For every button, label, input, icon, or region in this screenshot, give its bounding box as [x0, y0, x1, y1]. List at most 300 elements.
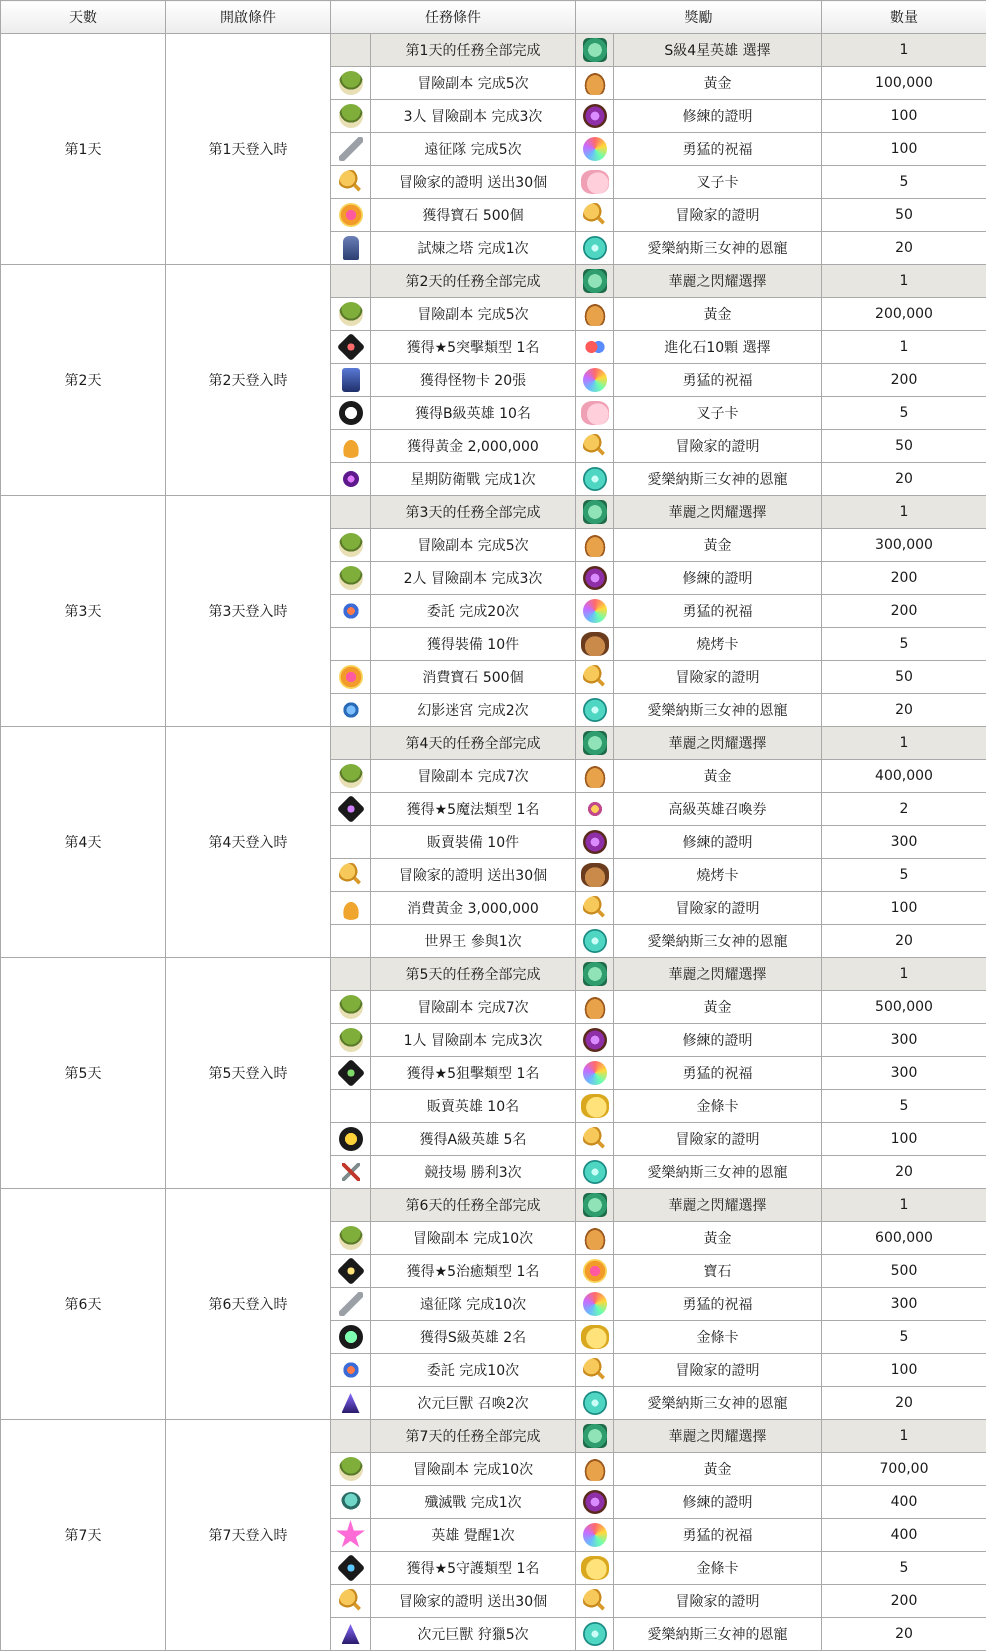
reward-icon-cell — [576, 628, 614, 661]
quantity-text: 5 — [822, 166, 986, 199]
summary-row — [1, 496, 986, 529]
reward-text: 勇猛的祝福 — [614, 1519, 822, 1552]
reward-text: 冒險家的證明 — [614, 430, 822, 463]
task-text: 冒險家的證明 送出30個 — [371, 1585, 576, 1618]
task-icon-cell — [331, 1057, 371, 1090]
reward-icon-cell — [576, 760, 614, 793]
task-icon-cell — [331, 1519, 371, 1552]
task-icon-cell — [331, 1420, 371, 1453]
reward-text: 冒險家的證明 — [614, 1354, 822, 1387]
empty-icon — [339, 500, 363, 524]
weekly-defense-icon — [343, 471, 359, 487]
task-text: 冒險家的證明 送出30個 — [371, 859, 576, 892]
quantity-text: 5 — [822, 1321, 986, 1354]
quantity-text: 100 — [822, 892, 986, 925]
quantity-text: 300 — [822, 1288, 986, 1321]
reward-text: 修練的證明 — [614, 826, 822, 859]
task-text: 3人 冒險副本 完成3次 — [371, 100, 576, 133]
task-icon-cell — [331, 1090, 371, 1123]
commission-icon — [342, 1361, 360, 1379]
goddess-icon — [583, 467, 607, 491]
reward-text: 愛樂納斯三女神的恩寵 — [614, 1618, 822, 1651]
reward-text: 叉子卡 — [614, 397, 822, 430]
task-text: 競技場 勝利3次 — [371, 1156, 576, 1189]
mushroom-icon — [339, 104, 363, 128]
task-text: 委託 完成20次 — [371, 595, 576, 628]
quantity-text: 400 — [822, 1486, 986, 1519]
reward-text: 修練的證明 — [614, 1024, 822, 1057]
quantity-text: 200,000 — [822, 298, 986, 331]
quantity-text: 1 — [822, 496, 986, 529]
task-icon-cell — [331, 1387, 371, 1420]
proof-icon — [583, 830, 607, 854]
reward-icon-cell — [576, 562, 614, 595]
gold-icon — [583, 533, 607, 557]
reward-icon-cell — [576, 331, 614, 364]
hero-s-icon — [583, 500, 607, 524]
reward-icon-cell — [576, 496, 614, 529]
day-cell: 第6天 — [1, 1189, 166, 1420]
reward-text: 華麗之閃耀選擇 — [614, 496, 822, 529]
sniper-type-icon — [336, 1059, 364, 1087]
task-text: 英雄 覺醒1次 — [371, 1519, 576, 1552]
magic-type-icon — [336, 795, 364, 823]
gem-icon — [339, 665, 363, 689]
task-text: 獲得寶石 500個 — [371, 199, 576, 232]
task-text: 獲得裝備 10件 — [371, 628, 576, 661]
day-cell: 第7天 — [1, 1420, 166, 1651]
reward-icon-cell — [576, 397, 614, 430]
task-icon-cell — [331, 34, 371, 67]
hero-s-icon — [583, 1424, 607, 1448]
mushroom-icon — [339, 1457, 363, 1481]
reward-text: 勇猛的祝福 — [614, 595, 822, 628]
task-icon-cell — [331, 958, 371, 991]
proof-icon — [583, 1490, 607, 1514]
reward-icon-cell — [576, 1189, 614, 1222]
task-text: 冒險家的證明 送出30個 — [371, 166, 576, 199]
task-icon-cell — [331, 463, 371, 496]
task-text: 第7天的任務全部完成 — [371, 1420, 576, 1453]
blessing-icon — [583, 1523, 607, 1547]
rift-beast-icon — [342, 1624, 360, 1644]
task-text: 第3天的任務全部完成 — [371, 496, 576, 529]
summary-row — [1, 727, 986, 760]
task-text: 獲得B級英雄 10名 — [371, 397, 576, 430]
task-icon-cell — [331, 595, 371, 628]
reward-text: 高級英雄召喚券 — [614, 793, 822, 826]
task-text: 冒險副本 完成10次 — [371, 1453, 576, 1486]
reward-icon-cell — [576, 1255, 614, 1288]
day-cell: 第5天 — [1, 958, 166, 1189]
reward-icon-cell — [576, 364, 614, 397]
condition-cell: 第4天登入時 — [166, 727, 331, 958]
reward-text: 黃金 — [614, 67, 822, 100]
empty-icon — [339, 929, 363, 953]
b-badge-icon — [339, 401, 363, 425]
condition-cell: 第7天登入時 — [166, 1420, 331, 1651]
fork-card-icon — [581, 170, 609, 194]
task-icon-cell — [331, 232, 371, 265]
goddess-icon — [583, 1391, 607, 1415]
reward-text: 金條卡 — [614, 1552, 822, 1585]
task-text: 冒險副本 完成5次 — [371, 67, 576, 100]
summary-row — [1, 265, 986, 298]
expedition-icon — [339, 137, 363, 161]
reward-icon-cell — [576, 1486, 614, 1519]
reward-icon-cell — [576, 1090, 614, 1123]
blessing-icon — [583, 1061, 607, 1085]
reward-text: 勇猛的祝福 — [614, 1288, 822, 1321]
task-text: 獲得怪物卡 20張 — [371, 364, 576, 397]
empty-icon — [339, 632, 363, 656]
task-text: 殲滅戰 完成1次 — [371, 1486, 576, 1519]
gem-icon — [339, 203, 363, 227]
tower-icon — [343, 236, 359, 260]
task-text: 遠征隊 完成10次 — [371, 1288, 576, 1321]
task-icon-cell — [331, 661, 371, 694]
task-icon-cell — [331, 529, 371, 562]
task-icon-cell — [331, 1156, 371, 1189]
gold-icon — [583, 995, 607, 1019]
task-text: 試煉之塔 完成1次 — [371, 232, 576, 265]
reward-text: 黃金 — [614, 1453, 822, 1486]
task-icon-cell — [331, 991, 371, 1024]
condition-cell: 第3天登入時 — [166, 496, 331, 727]
reward-icon-cell — [576, 232, 614, 265]
reward-text: 冒險家的證明 — [614, 892, 822, 925]
quantity-text: 20 — [822, 1387, 986, 1420]
quantity-text: 100 — [822, 100, 986, 133]
quantity-text: 300,000 — [822, 529, 986, 562]
quantity-text: 50 — [822, 430, 986, 463]
reward-icon-cell — [576, 859, 614, 892]
reward-text: 華麗之閃耀選擇 — [614, 727, 822, 760]
task-icon-cell — [331, 496, 371, 529]
day-cell: 第1天 — [1, 34, 166, 265]
quantity-text: 20 — [822, 463, 986, 496]
arena-icon — [342, 1163, 360, 1181]
quantity-text: 700,00 — [822, 1453, 986, 1486]
reward-icon-cell — [576, 1156, 614, 1189]
task-icon-cell — [331, 694, 371, 727]
task-icon-cell — [331, 1453, 371, 1486]
task-text: 獲得★5突擊類型 1名 — [371, 331, 576, 364]
task-icon-cell — [331, 1552, 371, 1585]
reward-icon-cell — [576, 958, 614, 991]
bbq-card-icon — [581, 632, 609, 656]
header-row — [1, 1, 986, 34]
task-icon-cell — [331, 265, 371, 298]
reward-text: 黃金 — [614, 298, 822, 331]
reward-icon-cell — [576, 430, 614, 463]
quantity-text: 5 — [822, 628, 986, 661]
task-text: 獲得S級英雄 2名 — [371, 1321, 576, 1354]
reward-text: 愛樂納斯三女神的恩寵 — [614, 463, 822, 496]
task-text: 幻影迷宮 完成2次 — [371, 694, 576, 727]
quantity-text: 20 — [822, 232, 986, 265]
reward-text: 愛樂納斯三女神的恩寵 — [614, 925, 822, 958]
reward-icon-cell — [576, 1618, 614, 1651]
reward-text: 金條卡 — [614, 1090, 822, 1123]
hero-s-icon — [583, 962, 607, 986]
rift-beast-icon — [342, 1393, 360, 1413]
goddess-icon — [583, 1160, 607, 1184]
empty-icon — [339, 1193, 363, 1217]
task-text: 販賣英雄 10名 — [371, 1090, 576, 1123]
evo-stone-icon — [583, 335, 607, 359]
quantity-text: 20 — [822, 925, 986, 958]
task-text: 遠征隊 完成5次 — [371, 133, 576, 166]
proof-icon — [583, 104, 607, 128]
burst-type-icon — [336, 333, 364, 361]
task-text: 獲得A級英雄 5名 — [371, 1123, 576, 1156]
quantity-text: 500,000 — [822, 991, 986, 1024]
blessing-icon — [583, 599, 607, 623]
reward-icon-cell — [576, 991, 614, 1024]
quantity-text: 20 — [822, 694, 986, 727]
task-text: 2人 冒險副本 完成3次 — [371, 562, 576, 595]
quantity-text: 100,000 — [822, 67, 986, 100]
quantity-text: 1 — [822, 1189, 986, 1222]
empty-icon — [339, 1424, 363, 1448]
reward-text: 黃金 — [614, 529, 822, 562]
mushroom-icon — [339, 566, 363, 590]
reward-icon-cell — [576, 661, 614, 694]
task-text: 冒險副本 完成10次 — [371, 1222, 576, 1255]
task-text: 冒險副本 完成5次 — [371, 298, 576, 331]
mushroom-icon — [339, 533, 363, 557]
reward-icon-cell — [576, 793, 614, 826]
task-text: 次元巨獸 狩獵5次 — [371, 1618, 576, 1651]
reward-icon-cell — [576, 595, 614, 628]
quantity-text: 300 — [822, 1057, 986, 1090]
task-text: 第6天的任務全部完成 — [371, 1189, 576, 1222]
task-text: 獲得★5守護類型 1名 — [371, 1552, 576, 1585]
reward-icon-cell — [576, 463, 614, 496]
day-cell: 第4天 — [1, 727, 166, 958]
reward-icon-cell — [576, 529, 614, 562]
empty-icon — [339, 269, 363, 293]
quantity-text: 2 — [822, 793, 986, 826]
reward-icon-cell — [576, 1024, 614, 1057]
task-text: 冒險副本 完成7次 — [371, 991, 576, 1024]
quantity-text: 1 — [822, 265, 986, 298]
reward-text: 華麗之閃耀選擇 — [614, 958, 822, 991]
task-text: 第5天的任務全部完成 — [371, 958, 576, 991]
task-icon-cell — [331, 1189, 371, 1222]
task-icon-cell — [331, 199, 371, 232]
gold-icon — [583, 1226, 607, 1250]
condition-cell: 第1天登入時 — [166, 34, 331, 265]
reward-text: 金條卡 — [614, 1321, 822, 1354]
task-icon-cell — [331, 826, 371, 859]
reward-text: 寶石 — [614, 1255, 822, 1288]
task-icon-cell — [331, 727, 371, 760]
reward-icon-cell — [576, 1585, 614, 1618]
empty-icon — [339, 1094, 363, 1118]
task-icon-cell — [331, 1288, 371, 1321]
task-icon-cell — [331, 793, 371, 826]
quantity-text: 5 — [822, 859, 986, 892]
maze-icon — [342, 701, 360, 719]
task-icon-cell — [331, 1486, 371, 1519]
reward-text: 冒險家的證明 — [614, 199, 822, 232]
proof-icon — [583, 1028, 607, 1052]
reward-text: 黃金 — [614, 991, 822, 1024]
gold-card-icon — [581, 1325, 609, 1349]
expedition-icon — [339, 1292, 363, 1316]
reward-text: 叉子卡 — [614, 166, 822, 199]
task-icon-cell — [331, 1024, 371, 1057]
task-icon-cell — [331, 760, 371, 793]
reward-text: 燒烤卡 — [614, 859, 822, 892]
task-text: 1人 冒險副本 完成3次 — [371, 1024, 576, 1057]
mushroom-icon — [339, 1226, 363, 1250]
task-text: 第4天的任務全部完成 — [371, 727, 576, 760]
task-icon-cell — [331, 628, 371, 661]
task-text: 消費黃金 3,000,000 — [371, 892, 576, 925]
quantity-text: 400 — [822, 1519, 986, 1552]
reward-icon-cell — [576, 826, 614, 859]
reward-icon-cell — [576, 1222, 614, 1255]
quantity-text: 1 — [822, 727, 986, 760]
task-icon-cell — [331, 1585, 371, 1618]
key-icon — [583, 203, 607, 227]
mushroom-icon — [339, 71, 363, 95]
bbq-card-icon — [581, 863, 609, 887]
reward-icon-cell — [576, 1288, 614, 1321]
reward-text: 華麗之閃耀選擇 — [614, 1189, 822, 1222]
key-icon — [339, 170, 363, 194]
header-day: 天數 — [1, 1, 166, 34]
quantity-text: 50 — [822, 199, 986, 232]
quantity-text: 300 — [822, 826, 986, 859]
task-text: 獲得★5治癒類型 1名 — [371, 1255, 576, 1288]
reward-text: 黃金 — [614, 1222, 822, 1255]
quantity-text: 200 — [822, 364, 986, 397]
reward-text: 修練的證明 — [614, 100, 822, 133]
task-icon-cell — [331, 1618, 371, 1651]
reward-text: 愛樂納斯三女神的恩寵 — [614, 694, 822, 727]
task-icon-cell — [331, 331, 371, 364]
mushroom-icon — [339, 995, 363, 1019]
key-icon — [583, 434, 607, 458]
goddess-icon — [583, 698, 607, 722]
header-task: 任務條件 — [331, 1, 576, 34]
key-icon — [339, 863, 363, 887]
reward-text: 華麗之閃耀選擇 — [614, 265, 822, 298]
reward-text: 華麗之閃耀選擇 — [614, 1420, 822, 1453]
quantity-text: 100 — [822, 133, 986, 166]
key-icon — [583, 896, 607, 920]
summary-row — [1, 1420, 986, 1453]
task-text: 販賣裝備 10件 — [371, 826, 576, 859]
goddess-icon — [583, 236, 607, 260]
task-icon-cell — [331, 364, 371, 397]
reward-text: 冒險家的證明 — [614, 1585, 822, 1618]
condition-cell: 第6天登入時 — [166, 1189, 331, 1420]
task-icon-cell — [331, 430, 371, 463]
gold-pile-icon — [339, 434, 363, 458]
header-reward: 獎勵 — [576, 1, 822, 34]
empty-icon — [339, 830, 363, 854]
heal-type-icon — [336, 1257, 364, 1285]
mushroom-icon — [339, 302, 363, 326]
task-icon-cell — [331, 298, 371, 331]
quantity-text: 5 — [822, 1552, 986, 1585]
reward-text: 勇猛的祝福 — [614, 1057, 822, 1090]
reward-icon-cell — [576, 166, 614, 199]
task-icon-cell — [331, 100, 371, 133]
mushroom-icon — [339, 1028, 363, 1052]
quantity-text: 5 — [822, 1090, 986, 1123]
key-icon — [583, 665, 607, 689]
reward-icon-cell — [576, 727, 614, 760]
quantity-text: 20 — [822, 1618, 986, 1651]
annihilate-icon — [341, 1492, 361, 1512]
quantity-text: 100 — [822, 1123, 986, 1156]
task-text: 世界王 參與1次 — [371, 925, 576, 958]
task-text: 獲得黃金 2,000,000 — [371, 430, 576, 463]
reward-icon-cell — [576, 1420, 614, 1453]
day-cell: 第2天 — [1, 265, 166, 496]
empty-icon — [339, 962, 363, 986]
reward-icon-cell — [576, 1354, 614, 1387]
gold-icon — [583, 71, 607, 95]
gold-card-icon — [581, 1556, 609, 1580]
empty-icon — [339, 38, 363, 62]
reward-icon-cell — [576, 1552, 614, 1585]
quantity-text: 200 — [822, 562, 986, 595]
summary-row — [1, 958, 986, 991]
reward-icon-cell — [576, 1123, 614, 1156]
condition-cell: 第2天登入時 — [166, 265, 331, 496]
task-text: 星期防衛戰 完成1次 — [371, 463, 576, 496]
reward-icon-cell — [576, 1453, 614, 1486]
reward-icon-cell — [576, 1387, 614, 1420]
reward-text: S級4星英雄 選擇 — [614, 34, 822, 67]
condition-cell: 第5天登入時 — [166, 958, 331, 1189]
task-text: 委託 完成10次 — [371, 1354, 576, 1387]
task-icon-cell — [331, 1321, 371, 1354]
reward-icon-cell — [576, 925, 614, 958]
quantity-text: 300 — [822, 1024, 986, 1057]
task-text: 第2天的任務全部完成 — [371, 265, 576, 298]
summary-row — [1, 1189, 986, 1222]
task-icon-cell — [331, 133, 371, 166]
reward-icon-cell — [576, 1519, 614, 1552]
gold-icon — [583, 1457, 607, 1481]
task-icon-cell — [331, 67, 371, 100]
monster-card-icon — [342, 368, 360, 392]
commission-icon — [342, 602, 360, 620]
hero-s-icon — [583, 38, 607, 62]
goddess-icon — [583, 1622, 607, 1646]
reward-text: 冒險家的證明 — [614, 661, 822, 694]
reward-icon-cell — [576, 892, 614, 925]
reward-icon-cell — [576, 34, 614, 67]
key-icon — [583, 1127, 607, 1151]
header-quantity: 數量 — [822, 1, 986, 34]
reward-text: 勇猛的祝福 — [614, 364, 822, 397]
blessing-icon — [583, 1292, 607, 1316]
quantity-text: 20 — [822, 1156, 986, 1189]
quantity-text: 5 — [822, 397, 986, 430]
gem-icon — [583, 1259, 607, 1283]
reward-text: 冒險家的證明 — [614, 1123, 822, 1156]
key-icon — [583, 1589, 607, 1613]
